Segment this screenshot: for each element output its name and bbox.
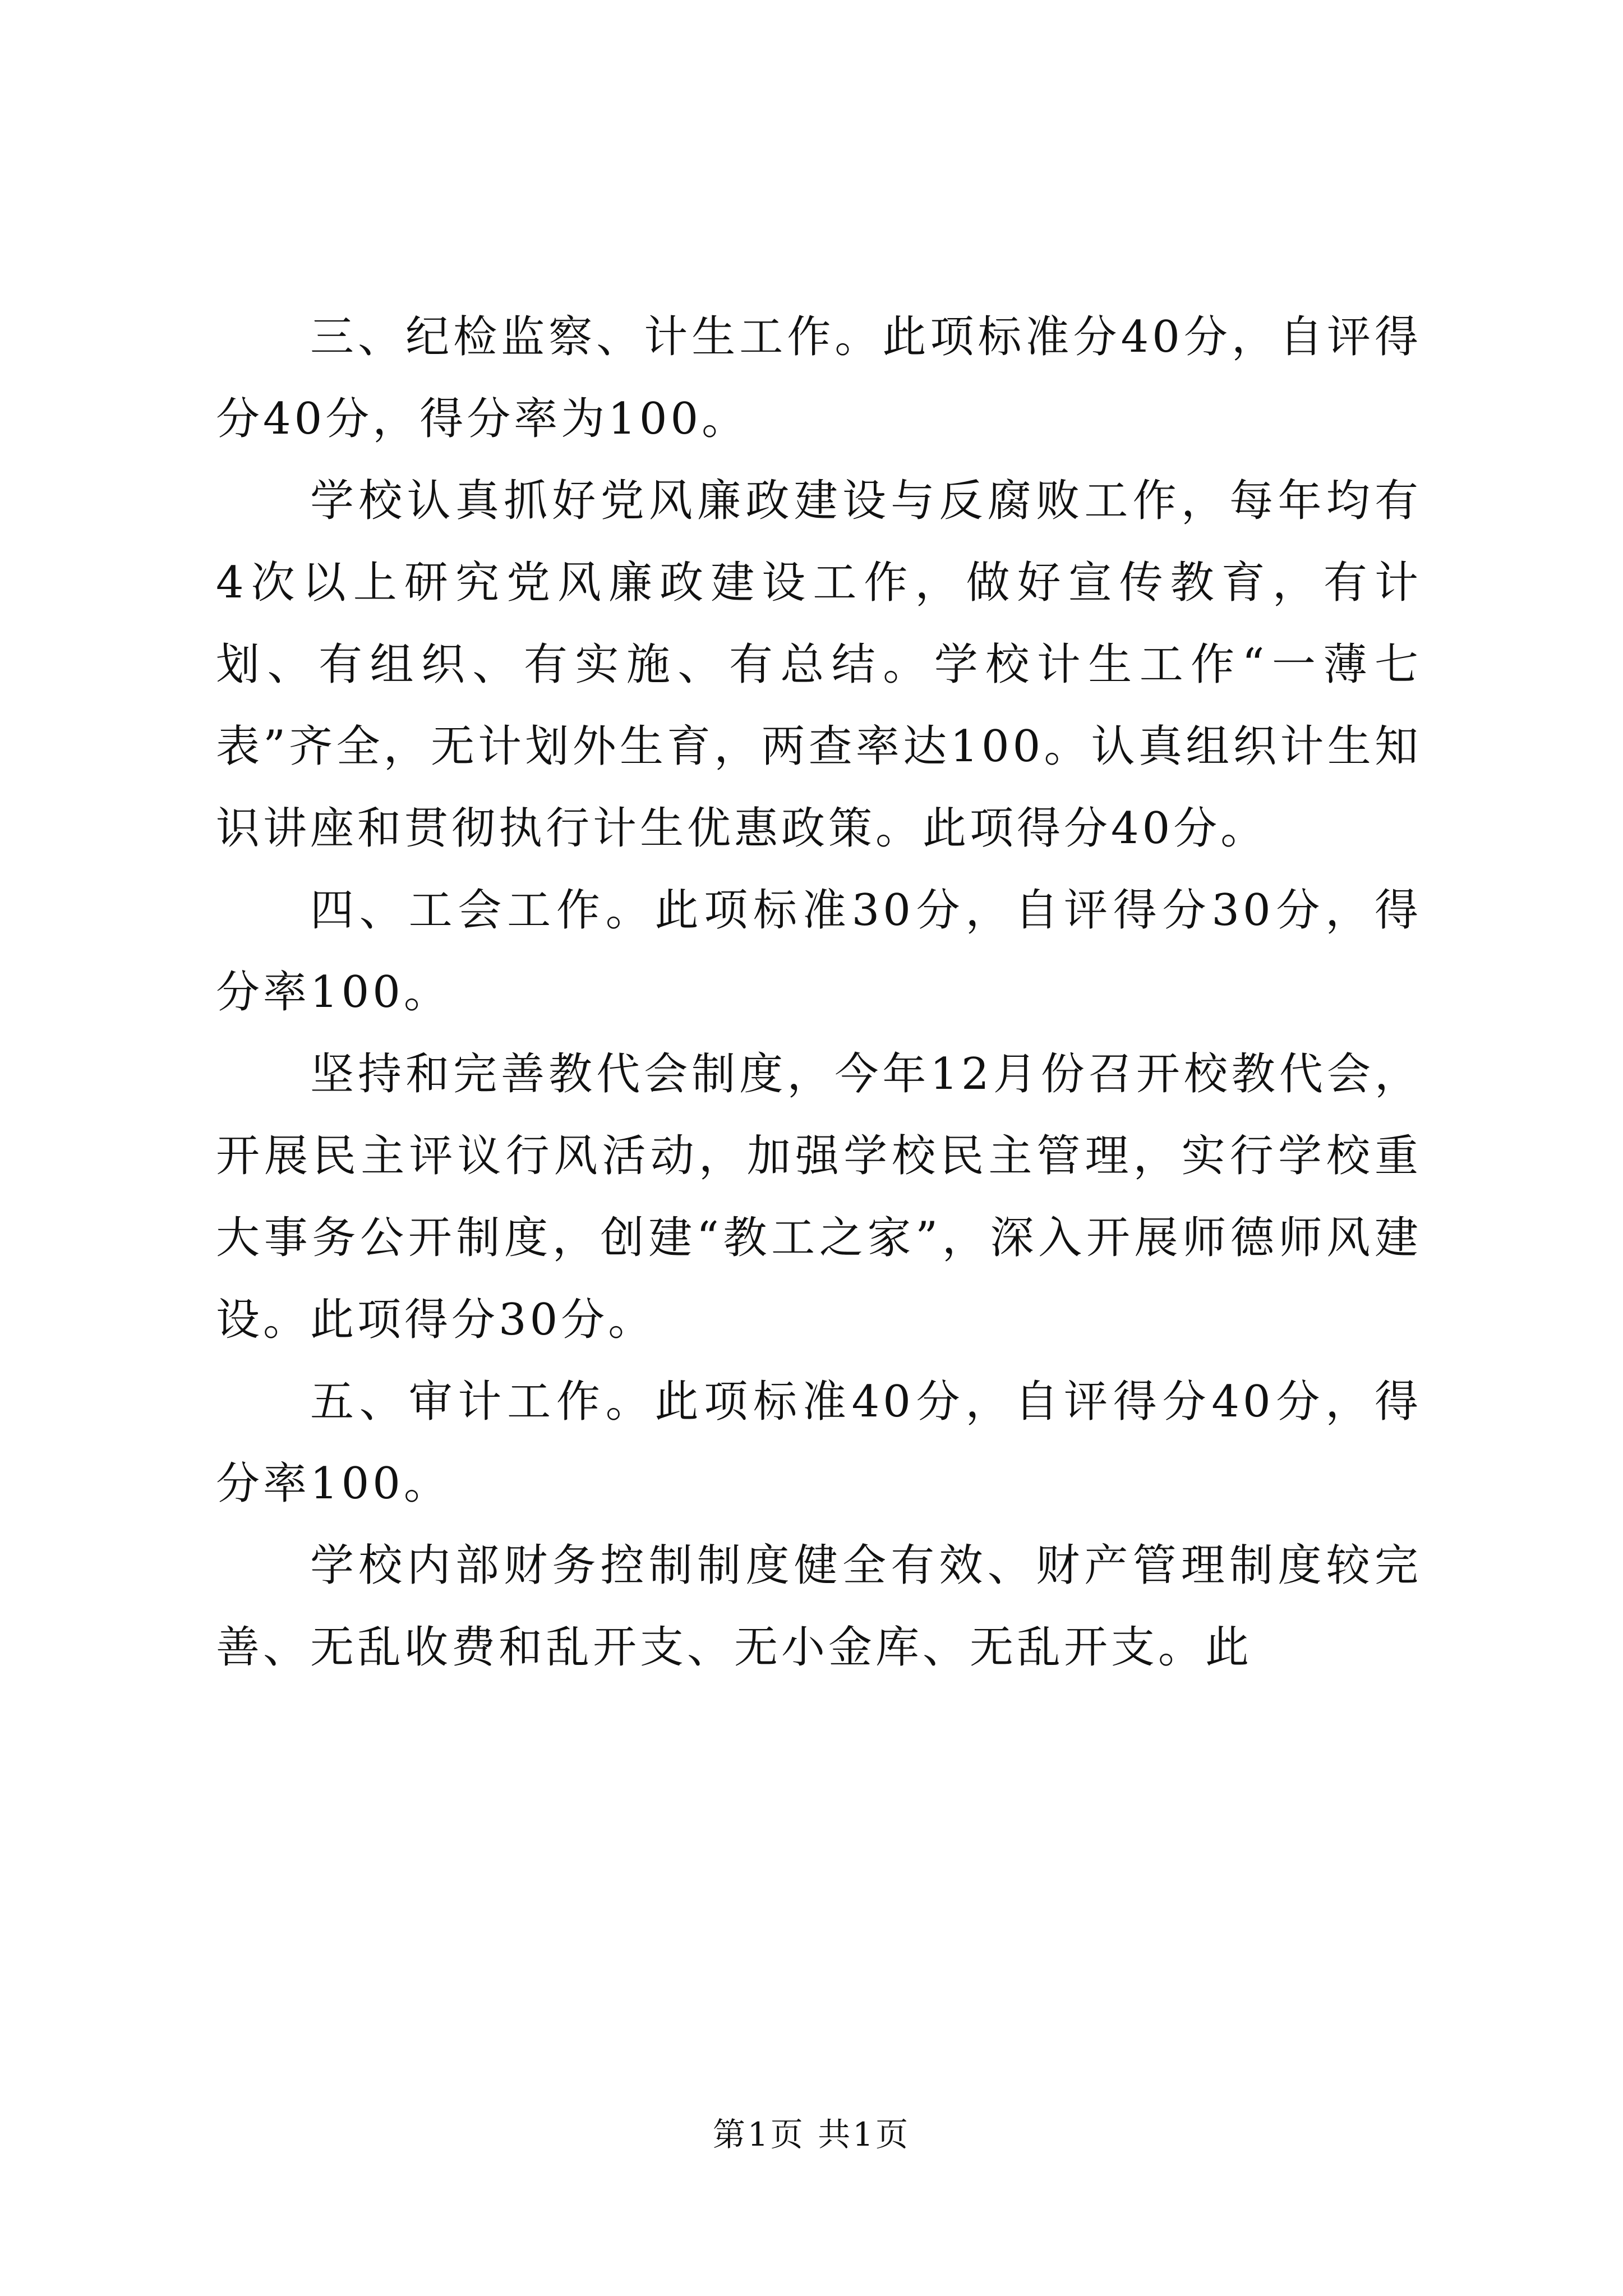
document-body (216, 296, 1422, 1688)
section-heading-trade-union: 四、工会工作。此项标准30分，自评得分30分，得分率100。 (216, 885, 1422, 1018)
page-footer: 第1页 共1页 (712, 2115, 911, 2154)
paragraph-discipline-inspection: 学校认真抓好党风廉政建设与反腐败工作，每年均有4次以上研究党风廉政建设工作，做好宣传教育，有计划、有组织、有实施、有总结。学校计生工作“一薄七表”齐全，无计划外生育，两查率达100。认真组织计生知识讲座和贯彻执行计生优惠政策。此项得分40分。 (216, 476, 1422, 854)
section-heading-audit: 五、审计工作。此项标准40分，自评得分40分，得分率100。 (216, 1377, 1422, 1509)
paragraph-audit: 学校内部财务控制制度健全有效、财产管理制度较完善、无乱收费和乱开支、无小金库、无乱开支。此 (216, 1540, 1422, 1673)
paragraph-trade-union: 坚持和完善教代会制度，今年12月份召开校教代会，开展民主评议行风活动，加强学校民主管理，实行学校重大事务公开制度，创建“教工之家”，深入开展师德师风建设。此项得分30分。 (216, 1049, 1422, 1345)
section-heading-discipline-inspection: 三、纪检监察、计生工作。此项标准分40分，自评得分40分，得分率为100。 (216, 312, 1422, 444)
